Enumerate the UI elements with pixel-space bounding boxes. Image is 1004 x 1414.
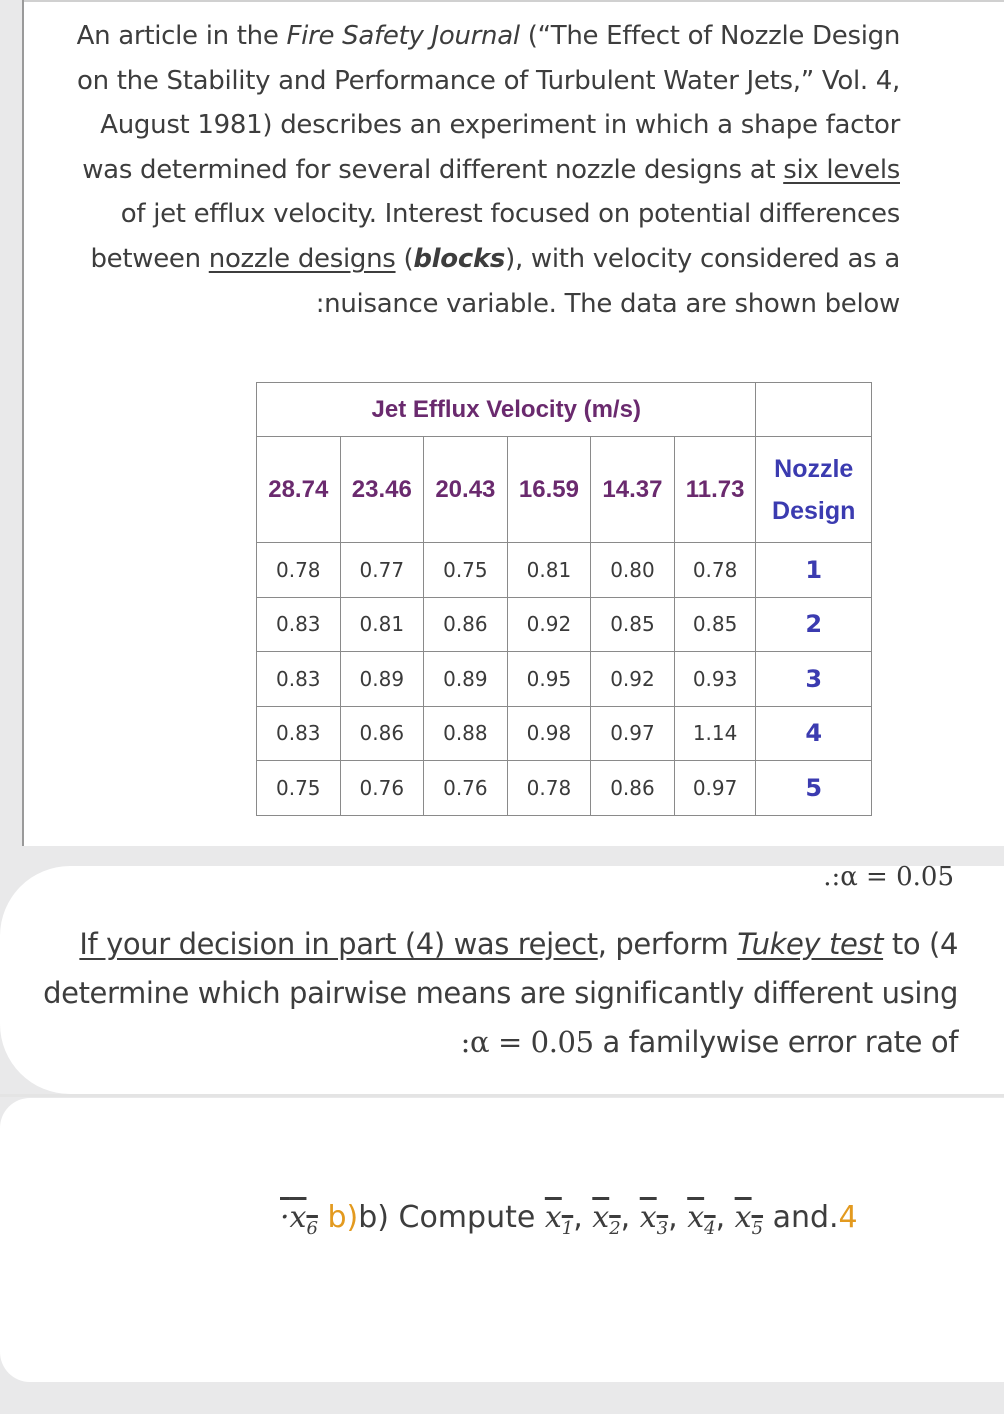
table-cell: 0.83 bbox=[257, 706, 341, 761]
intro-text: ( bbox=[395, 243, 414, 274]
velocity-data-table bbox=[256, 382, 872, 816]
table-cell: 0.78 bbox=[257, 543, 341, 598]
table-cell: 0.95 bbox=[507, 652, 591, 707]
nozzle-design-header bbox=[756, 437, 872, 543]
x-subscript: 5 bbox=[751, 1218, 764, 1239]
tukey-test-term: Tukey test bbox=[737, 927, 884, 961]
intro-text: (“The Effect of Nozzle Design bbox=[519, 21, 900, 51]
velocity-value: 20.43 bbox=[424, 437, 508, 543]
question-text: , perform bbox=[597, 927, 738, 961]
table-cell: 0.75 bbox=[257, 761, 341, 816]
x-subscript: 6 bbox=[306, 1218, 318, 1239]
tukey-question bbox=[30, 920, 958, 1067]
velocity-header: Jet Efflux Velocity (m/s) bbox=[257, 383, 756, 437]
section-divider bbox=[0, 1094, 1004, 1097]
design-number: 2 bbox=[756, 597, 872, 652]
compute-text: and. bbox=[763, 1200, 839, 1235]
table-cell: 0.93 bbox=[674, 652, 756, 707]
table-cell: 0.85 bbox=[591, 597, 675, 652]
table-cell: 0.80 bbox=[591, 543, 675, 598]
table-row bbox=[257, 543, 872, 598]
table-cell: 0.83 bbox=[257, 597, 341, 652]
intro-text: of jet efflux velocity. Interest focused on potential differences bbox=[120, 199, 900, 230]
bold-term: blocks bbox=[413, 243, 506, 274]
velocity-value: 23.46 bbox=[340, 437, 424, 543]
intro-text: between bbox=[90, 243, 209, 274]
underlined-term: If your decision in part (4) was reject bbox=[79, 927, 598, 961]
table-cell: 0.78 bbox=[674, 543, 756, 598]
empty-header-cell bbox=[756, 383, 872, 437]
table-row bbox=[257, 706, 872, 761]
table-cell: 0.85 bbox=[674, 597, 756, 652]
table-cell: 0.77 bbox=[340, 543, 424, 598]
table-cell: 1.14 bbox=[674, 706, 756, 761]
header-line: Nozzle bbox=[774, 454, 854, 483]
alpha-value: .:α = 0.05 bbox=[823, 862, 954, 892]
table-cell: 0.81 bbox=[507, 543, 591, 598]
x-symbol: x bbox=[289, 1200, 307, 1235]
table-cell: 0.92 bbox=[591, 652, 675, 707]
intro-text: An article in the bbox=[76, 21, 287, 51]
table-cell: 0.89 bbox=[340, 652, 424, 707]
top-divider bbox=[24, 0, 1004, 2]
x-subscript: 3 bbox=[656, 1218, 669, 1239]
table-cell: 0.75 bbox=[424, 543, 508, 598]
table-cell: 0.97 bbox=[591, 706, 675, 761]
x-bar: $x_1$ bbox=[544, 1200, 574, 1239]
intro-paragraph bbox=[40, 14, 900, 326]
alpha-formula: :α = 0.05 bbox=[460, 1025, 594, 1059]
intro-text: August 1981) describes an experiment in which a shape factor bbox=[100, 110, 900, 141]
intro-text: on the Stability and Performance of Turbulent Water Jets,” Vol. 4, bbox=[77, 65, 900, 96]
table-cell: 0.89 bbox=[424, 652, 508, 707]
intro-text: ), with velocity considered as a bbox=[505, 243, 900, 274]
header-line: Design bbox=[772, 496, 856, 525]
table-cell: 0.81 bbox=[340, 597, 424, 652]
velocity-value: 28.74 bbox=[257, 437, 341, 543]
design-number: 1 bbox=[756, 543, 872, 598]
question-text: a familywise error rate of bbox=[593, 1025, 958, 1059]
table-cell: 0.97 bbox=[674, 761, 756, 816]
x-bar: $x_2$ bbox=[592, 1200, 621, 1239]
table-cell: 0.92 bbox=[507, 597, 591, 652]
journal-name: Fire Safety Journal bbox=[286, 21, 520, 51]
question-text: to (4 bbox=[883, 927, 958, 961]
design-number: 5 bbox=[756, 761, 872, 816]
design-number: 4 bbox=[756, 706, 872, 761]
table-cell: 0.78 bbox=[507, 761, 591, 816]
table-cell: 0.76 bbox=[340, 761, 424, 816]
x-subscript: 2 bbox=[609, 1218, 621, 1239]
underlined-term: six levels bbox=[783, 154, 900, 185]
table-row bbox=[257, 652, 872, 707]
x-bar-6: $\cdot x_6$ bbox=[280, 1200, 318, 1239]
intro-text: was determined for several different nozzle designs at bbox=[82, 154, 784, 185]
x-bar: $x_4$ bbox=[687, 1200, 716, 1239]
x-subscript: 1 bbox=[561, 1218, 574, 1239]
part-number: 4 bbox=[838, 1200, 858, 1235]
table-cell: 0.88 bbox=[424, 706, 508, 761]
design-number: 3 bbox=[756, 652, 872, 707]
intro-text: :nuisance variable. The data are shown below bbox=[315, 288, 900, 319]
underlined-term: nozzle designs bbox=[208, 243, 396, 274]
table-cell: 0.76 bbox=[424, 761, 508, 816]
table-cell: 0.86 bbox=[424, 597, 508, 652]
compute-text: b) Compute bbox=[358, 1200, 545, 1235]
x-bar: $x_3$ bbox=[639, 1200, 669, 1239]
table-row bbox=[257, 597, 872, 652]
velocity-value: 14.37 bbox=[591, 437, 675, 543]
table-cell: 0.86 bbox=[340, 706, 424, 761]
x-bar: $x_5$ bbox=[734, 1200, 764, 1239]
table-row bbox=[257, 761, 872, 816]
x-subscript: 4 bbox=[704, 1218, 716, 1239]
table-cell: 0.98 bbox=[507, 706, 591, 761]
velocity-value: 16.59 bbox=[507, 437, 591, 543]
question-text: determine which pairwise means are significantly different using bbox=[43, 976, 958, 1010]
part-b-card bbox=[0, 1098, 1004, 1382]
part-b-question: $\cdot x_6$ b)b) Compute $x_1$, $x_2$, $x_3$, $x_4$, $x_5$ and.4 bbox=[280, 1200, 858, 1239]
velocity-value: 11.73 bbox=[674, 437, 756, 543]
table-cell: 0.86 bbox=[591, 761, 675, 816]
table-cell: 0.83 bbox=[257, 652, 341, 707]
